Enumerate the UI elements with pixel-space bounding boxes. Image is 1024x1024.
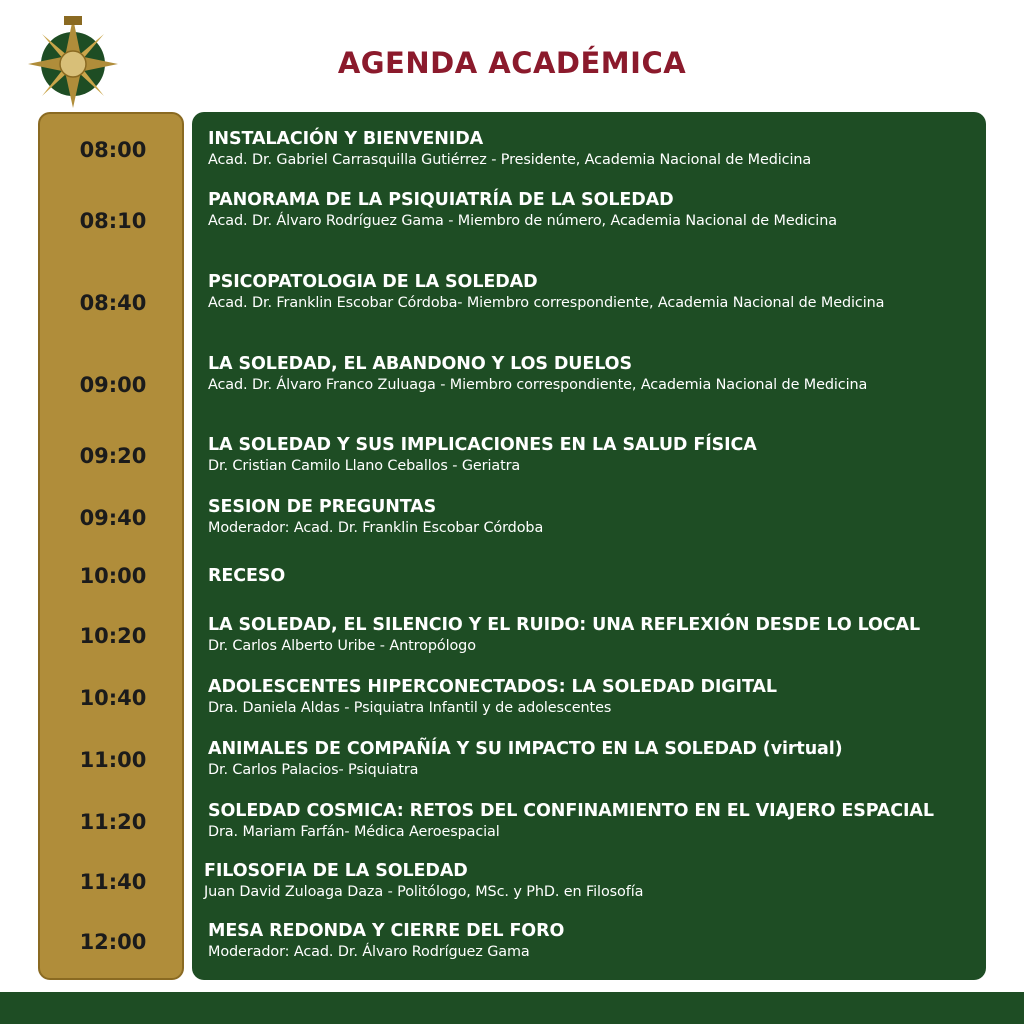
time-label: 10:20	[79, 624, 147, 648]
time-label: 09:40	[79, 506, 147, 530]
time-label: 12:00	[79, 930, 147, 954]
session-speaker: Dr. Carlos Palacios- Psiquiatra	[208, 762, 419, 778]
session-title: LA SOLEDAD Y SUS IMPLICACIONES EN LA SALUD FÍSICA	[208, 435, 757, 455]
agenda-item	[208, 565, 942, 587]
agenda-item	[208, 271, 942, 313]
time-label: 08:00	[79, 138, 147, 162]
agenda-item	[208, 738, 942, 780]
session-speaker: Juan David Zuloaga Daza - Politólogo, MSc. y PhD. en Filosofía	[204, 884, 644, 900]
time-label: 11:40	[79, 870, 147, 894]
agenda-item	[208, 353, 942, 395]
session-title: LA SOLEDAD, EL SILENCIO Y EL RUIDO: UNA REFLEXIÓN DESDE LO LOCAL	[208, 615, 921, 635]
time-column	[38, 112, 184, 980]
session-title: PANORAMA DE LA PSIQUIATRÍA DE LA SOLEDAD	[208, 190, 674, 210]
session-speaker: Moderador: Acad. Dr. Franklin Escobar Córdoba	[208, 520, 544, 536]
agenda-item	[208, 800, 942, 842]
session-speaker: Acad. Dr. Franklin Escobar Córdoba- Miembro correspondiente, Academia Nacional de Medicina	[208, 295, 885, 311]
session-title: ADOLESCENTES HIPERCONECTADOS: LA SOLEDAD DIGITAL	[208, 677, 777, 697]
session-title: SESION DE PREGUNTAS	[208, 497, 437, 517]
session-speaker: Moderador: Acad. Dr. Álvaro Rodríguez Gama	[208, 944, 530, 960]
agenda-item	[208, 496, 942, 538]
agenda-item	[208, 189, 942, 231]
session-speaker: Acad. Dr. Álvaro Rodríguez Gama - Miembro de número, Academia Nacional de Medicina	[208, 213, 837, 229]
session-speaker: Dr. Carlos Alberto Uribe - Antropólogo	[208, 638, 476, 654]
session-speaker: Acad. Dr. Álvaro Franco Zuluaga - Miembro correspondiente, Academia Nacional de Medicina	[208, 377, 868, 393]
time-label: 11:00	[79, 748, 147, 772]
agenda-item	[208, 920, 942, 962]
time-label: 09:00	[79, 373, 147, 397]
session-title: RECESO	[208, 566, 286, 586]
session-speaker: Dra. Daniela Aldas - Psiquiatra Infantil y de adolescentes	[208, 700, 612, 716]
session-title: MESA REDONDA Y CIERRE DEL FORO	[208, 921, 565, 941]
session-title: ANIMALES DE COMPAÑÍA Y SU IMPACTO EN LA SOLEDAD (virtual)	[208, 739, 843, 759]
session-speaker: Dra. Mariam Farfán- Médica Aeroespacial	[208, 824, 500, 840]
agenda-item	[204, 860, 938, 902]
agenda-item	[208, 128, 942, 170]
time-label: 10:40	[79, 686, 147, 710]
session-title: FILOSOFIA DE LA SOLEDAD	[204, 861, 468, 881]
footer-bar	[0, 992, 1024, 1024]
session-title: INSTALACIÓN Y BIENVENIDA	[208, 129, 484, 149]
page-title: AGENDA ACADÉMICA	[337, 46, 687, 80]
session-speaker: Acad. Dr. Gabriel Carrasquilla Gutiérrez - Presidente, Academia Nacional de Medicina	[208, 152, 812, 168]
agenda-panel	[192, 112, 986, 980]
agenda-item	[208, 614, 942, 656]
session-title: LA SOLEDAD, EL ABANDONO Y LOS DUELOS	[208, 354, 632, 374]
time-label: 08:40	[79, 291, 147, 315]
time-label: 11:20	[79, 810, 147, 834]
session-title: PSICOPATOLOGIA DE LA SOLEDAD	[208, 272, 538, 292]
time-label: 09:20	[79, 444, 147, 468]
time-label: 08:10	[79, 209, 147, 233]
agenda-item	[208, 434, 942, 476]
time-label: 10:00	[79, 564, 147, 588]
agenda-item	[208, 676, 942, 718]
session-speaker: Dr. Cristian Camilo Llano Ceballos - Geriatra	[208, 458, 521, 474]
session-title: SOLEDAD COSMICA: RETOS DEL CONFINAMIENTO EN EL VIAJERO ESPACIAL	[208, 801, 934, 821]
